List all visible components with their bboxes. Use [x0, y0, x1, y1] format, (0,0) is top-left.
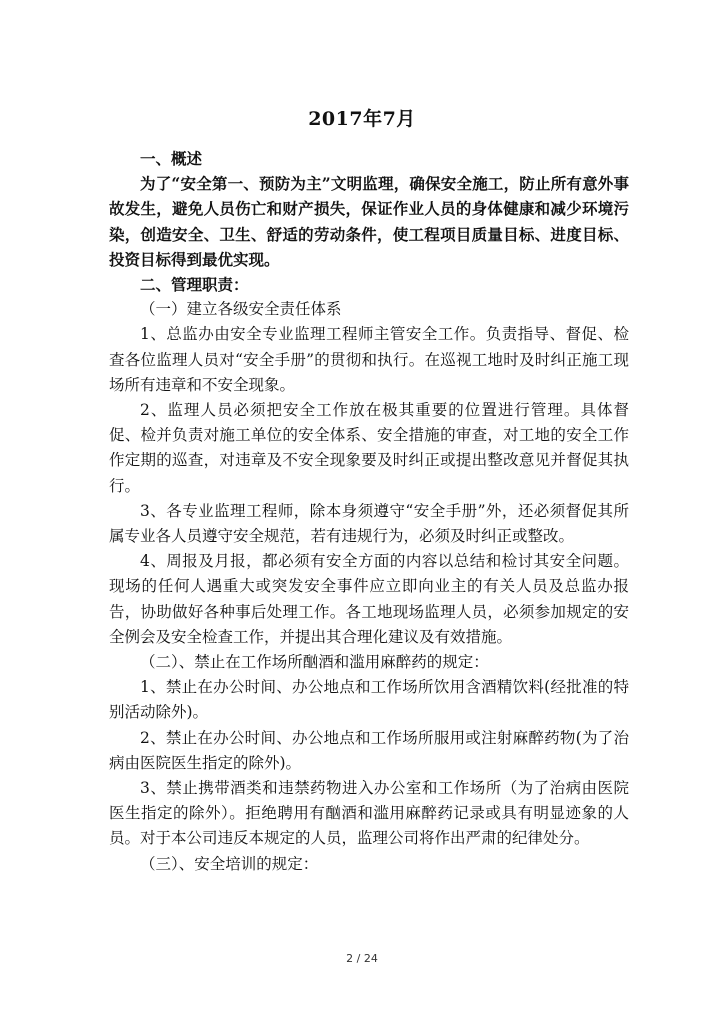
- page-number: 2 / 24: [346, 952, 378, 965]
- paragraph-item-3: 3、各专业监理工程师，除本身须遵守“安全手册”外，还必须督促其所属专业各人员遵守安全规范，若有违规行为，必须及时纠正或整改。: [109, 501, 629, 546]
- paragraph-rule-1: 1、禁止在办公时间、办公地点和工作场所饮用含酒精饮料(经批准的特别活动除外)。: [109, 678, 629, 722]
- document-title: 2017年7月: [308, 108, 416, 130]
- section-heading-responsibilities: 二、管理职责：: [140, 275, 249, 295]
- paragraph-rule-2: 2、禁止在办公时间、办公地点和工作场所服用或注射麻醉药物(为了治病由医院医生指定的除外)。: [109, 728, 629, 772]
- document-body: [109, 146, 629, 877]
- subsection-heading-2: （二）、禁止在工作场所酗酒和滥用麻醉药的规定：: [140, 653, 489, 672]
- overview-paragraph: 为了“安全第一、预防为主”文明监理，确保安全施工，防止所有意外事故发生，避免人员伤亡和财产损失，保证作业人员的身体健康和减少环境污染，创造安全、卫生、舒适的劳动条件，使工程项目质量目标、进度目标、投资目标得到最优实现。: [109, 174, 629, 269]
- paragraph-item-1: 1、总监办由安全专业监理工程师主管安全工作。负责指导、督促、检查各位监理人员对“安全手册”的贯彻和执行。在巡视工地时及时纠正施工现场所有违章和不安全现象。: [109, 325, 629, 394]
- paragraph-item-4: 4、周报及月报，都必须有安全方面的内容以总结和检讨其安全问题。现场的任何人遇重大或突发安全事件应立即向业主的有关人员及总监办报告，协助做好各种事后处理工作。各工地现场监理人员，必须参加规定的安全例会及安全检查工作，并提出其合理化建议及有效措施。: [109, 552, 629, 646]
- subsection-heading-1: （一）建立各级安全责任体系: [140, 300, 342, 319]
- paragraph-rule-3: 3、禁止携带酒类和违禁药物进入办公室和工作场所（为了治病由医院医生指定的除外）。拒绝聘用有酗酒和滥用麻醉药记录或具有明显迹象的人员。对于本公司违反本规定的人员，监理公司将作出严肃的纪律处分。: [109, 779, 629, 848]
- section-heading-overview: 一、概述: [140, 149, 203, 168]
- subsection-heading-3: （三）、安全培训的规定：: [140, 854, 319, 873]
- paragraph-item-2: 2、监理人员必须把安全工作放在极其重要的位置进行管理。具体督促、检并负责对施工单位的安全体系、安全措施的审查，对工地的安全工作作定期的巡查，对违章及不安全现象要及时纠正或提出整改意见并督促其执行。: [109, 401, 629, 495]
